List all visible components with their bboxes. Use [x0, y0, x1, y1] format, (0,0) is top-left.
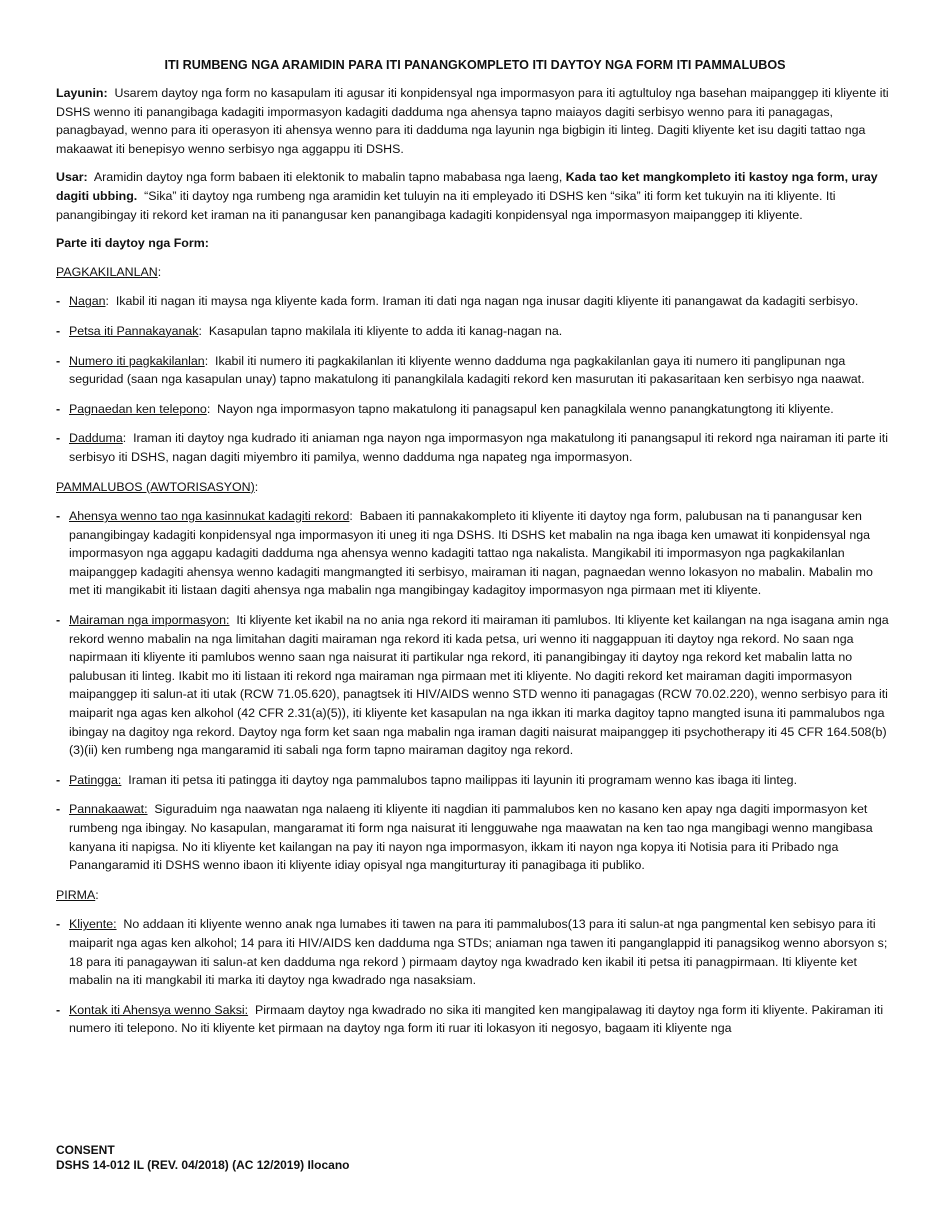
- footer-consent-label: CONSENT: [56, 1143, 115, 1157]
- list-dash: -: [56, 802, 61, 817]
- section-heading-pammalubos: PAMMALUBOS (AWTORISASYON):: [56, 479, 259, 494]
- form-footer: [56, 1143, 349, 1173]
- list-item: [56, 611, 894, 760]
- item-text: Babaen iti pannakakompleto iti kliyente iti daytoy nga form, palubusan na ti panangusar ken panangibingay kadagiti konpidensyal nga impormasyon iti uneg iti nga DSHS. Iti DSHS ket mabalin na nga ibaga ken umawat iti konpidensyal nga impormasyon nga aggapu kadagiti dadduma nga ahensya wenno kadagiti tattao nga nakalista. Mangikabil iti impormasyon nga pagkakilanlan maipanggep kadagiti ahensya wenno kadagiti mangmangted iti serbisyo, mairaman iti nagan, pagnaedan wenno lokasyon no mabalin. Mabalin mo met iti mangikabit iti listaan dagiti ahensya nga mabalin nga mangibingay kadagitoy impormasyon nga pirmaan met iti kliyente.: [69, 509, 873, 598]
- item-term: Pagnaedan ken telepono: [69, 401, 207, 416]
- item-text: Kasapulan tapno makilala iti kliyente to adda iti kanag-nagan na.: [208, 323, 563, 338]
- layunin-paragraph: [56, 84, 894, 158]
- item-term: Petsa iti Pannakayanak: [69, 323, 199, 338]
- item-text: Siguraduim nga naawatan nga nalaeng iti kliyente iti nagdian iti pammalubos ken no kasano ken apay nga dagiti impormasyon ket rumbeng nga ibingay. No kasapulan, mangaramat iti form nga naisurat iti lengguwahe nga maawatan na ken tao nga mangibagi wenno mangibasa kanyana iti napigsa. No iti kliyente ket kailangan na pay iti nayon nga impormasyon, ikkam iti nayon nga kopya iti Notisia para iti Pribado nga Panangaramid iti DSHS wenno ibaon iti kliyente idiay opisyal nga mangiturturay iti panagibaga iti publiko.: [69, 802, 873, 873]
- item-term: Nagan: [69, 294, 106, 309]
- layunin-text: Usarem daytoy nga form no kasapulam iti agusar iti konpidensyal nga impormasyon para iti agtultuloy nga basehan maipanggep iti kliyente iti DSHS wenno iti panangibaga kadagiti impormasyon kadagiti dadduma nga ahensya tapno maiayos dagiti serbisyo wenno para iti panagagas, panagbayad, wenno para iti operasyon iti ahensya wenno para iti dadduma nga layunin nga bigbigin iti linteg. Dagiti kliyente ket isu dagiti tattao nga makaawat iti benepisyo wenno serbisyo nga aggappu iti DSHS.: [56, 86, 889, 156]
- list-dash: -: [56, 323, 61, 338]
- list-dash: -: [56, 917, 61, 932]
- list-dash: -: [56, 772, 61, 787]
- list-item: - Dadduma: Iraman iti daytoy nga kudrado iti aniaman nga nayon nga impormasyon nga makatulong iti panangsapul iti rekord nga nairaman iti parte iti serbisyo iti DSHS, nagan dagiti miyembro iti pamilya, wenno dadduma nga napateg nga impormasyon.: [56, 431, 888, 464]
- section-heading-pagkakilanlan: PAGKAKILANLAN:: [56, 264, 162, 279]
- section-heading-pirma: PIRMA:: [56, 887, 99, 902]
- usar-bold-text: Kada tao ket mangkompleto iti kastoy nga form, uray dagiti ubbing.: [56, 170, 878, 203]
- list-dash: -: [56, 509, 61, 524]
- item-term: Mairaman nga impormasyon:: [69, 613, 230, 628]
- footer-form-number: DSHS 14-012 IL (REV. 04/2018) (AC 12/2019) Ilocano: [56, 1158, 350, 1172]
- list-item: - Numero iti pagkakilanlan: Ikabil iti numero iti pagkakilanlan iti kliyente wenno dadduma nga pagkakilanlan gaya iti numero iti panglipunan nga seguridad (saan nga kasapulan unay) tapno makatulong iti panangkilala kadagiti rekord ken masurutan iti pakasaritaan ken serbisyo nga naawat.: [56, 353, 865, 387]
- item-text: Ikabil iti nagan iti maysa nga kliyente kada form. Iraman iti dati nga nagan nga inusar dagiti kliyente iti panangawat da kadagiti serbisyo.: [115, 294, 859, 309]
- item-term: Kliyente:: [69, 917, 117, 932]
- usar-paragraph: [56, 168, 894, 224]
- item-term: Numero iti pagkakilanlan: [69, 353, 205, 368]
- item-text: Nayon nga impormasyon tapno makatulong iti panagsapul ken panagkilala wenno panangkatungtong iti kliyente.: [217, 401, 834, 416]
- list-dash: -: [56, 1002, 61, 1017]
- item-text: Iraman iti daytoy nga kudrado iti aniaman nga nayon nga impormasyon nga makatulong iti panangsapul iti rekord nga nairaman iti parte iti serbisyo iti DSHS, nagan dagiti miyembro iti pamilya, wenno dadduma nga napateg nga impormasyon.: [69, 431, 888, 464]
- list-item: - Pagnaedan ken telepono: Nayon nga impormasyon tapno makatulong iti panagsapul ken panagkilala wenno panangkatungtong iti kliyente.: [56, 400, 894, 419]
- item-term: Dadduma: [69, 431, 123, 446]
- list-item: [56, 915, 894, 989]
- document-body: [56, 56, 894, 1049]
- list-dash: -: [56, 613, 61, 628]
- list-item: [56, 800, 894, 874]
- parte-heading: Parte iti daytoy nga Form:: [56, 236, 209, 251]
- item-term: Ahensya wenno tao nga kasinnukat kadagiti rekord: [69, 509, 350, 524]
- usar-label: Usar:: [56, 170, 88, 185]
- usar-text-1: Aramidin daytoy nga form babaen iti elektonik to mabalin tapno mababasa nga laeng,: [93, 170, 563, 185]
- item-text: Iraman iti petsa iti patingga iti daytoy nga pammalubos tapno mailippas iti layunin iti programam wenno kas ibaga iti linteg.: [128, 772, 798, 787]
- item-text: Ikabil iti numero iti pagkakilanlan iti kliyente wenno dadduma nga pagkakilanlan gaya iti numero iti panglipunan nga seguridad (saan nga kasapulan unay) tapno makatulong iti panangkilala kadagiti rekord ken masurutan iti pakasaritaan ken serbisyo nga naawat.: [69, 353, 865, 387]
- list-item: - Petsa iti Pannakayanak: Kasapulan tapno makilala iti kliyente to adda iti kanag-nagan na.: [56, 322, 894, 341]
- list-item: [56, 771, 894, 790]
- list-item: - Nagan: Ikabil iti nagan iti maysa nga kliyente kada form. Iraman iti dati nga nagan nga inusar dagiti kliyente iti panangawat da kadagiti serbisyo.: [56, 292, 894, 311]
- item-term: Patingga:: [69, 772, 122, 787]
- list-item: [56, 1001, 894, 1038]
- list-dash: -: [56, 401, 61, 416]
- item-text: Iti kliyente ket ikabil na no ania nga rekord iti mairaman iti pamlubos. Iti kliyente ket kailangan na nga isagana amin nga rekord wenno mabalin na nga limitahan dagiti mairaman nga rekord iti kada petsa, uri wenno iti naggappuan iti daytoy nga rekord. No saan nga napirmaan iti kliyente iti pamlubos wenno saan nga naisurat iti partikular nga rekord, iti panangibingay iti daytoy nga rekord ket mabalin latta no palubusan iti linteg. Ikabit mo iti listaan iti rekord nga mairaman nga pirmaan met iti kliyente. No dagiti rekord ket mairaman dagiti impormasyon maipanggep iti salun-at iti utak (RCW 71.05.620), panagtsek iti HIV/AIDS wenno STD wenno iti panagagas (RCW 70.02.220), wenno serbisyo para iti maiparit nga agas ken alkohol (42 CFR 2.31(a)(5)), iti kliyente ket kasapulan na nga ikkan iti marka dagitoy tapno mangted isuna iti pammalubos nga ibingay na dagitoy nga rekord. Daytoy nga form ket saan nga mabalin nga iraman dagiti naisurat maipanggep iti psychotherapy iti 45 CFR 164.508(b)(3)(ii) ken rumbeng nga mangaramid iti sabali nga form tapno mairaman dagitoy nga rekord.: [69, 613, 889, 758]
- list-dash: -: [56, 353, 61, 368]
- usar-text-2: “Sika” iti daytoy nga rumbeng nga aramidin ket tuluyin na iti empleyado iti DSHS ken “sika” iti form ket tukuyin na iti kliyente. Iti panangibingay iti rekord ket iraman na iti panangusar ken panangibaga kadagiti konpidensyal nga impormasyon maipanggep iti kliyente.: [56, 188, 836, 222]
- list-dash: -: [56, 431, 61, 446]
- item-term: Kontak iti Ahensya wenno Saksi:: [69, 1002, 249, 1017]
- list-item: - Ahensya wenno tao nga kasinnukat kadagiti rekord: Babaen iti pannakakompleto iti kliyente iti daytoy nga form, palubusan na ti panangusar ken panangibingay kadagiti konpidensyal nga impormasyon iti uneg iti nga DSHS. Iti DSHS ket mabalin na nga ibaga ken umawat iti konpidensyal nga impormasyon nga aggapu kadagiti dadduma nga ahensya wenno kadagiti tattao nga nakalista. Mangikabil iti impormasyon nga pagkakilanlan maipanggep kadagiti ahensya wenno kadagiti mangmangted iti serbisyo, mairaman iti nagan, pagnaedan wenno lokasyon no mabalin. Mabalin mo met iti mangikabit iti listaan dagiti ahensya nga mabalin nga mangibingay kadagitoy impormasyon nga pirmaan met iti kliyente.: [56, 509, 873, 598]
- document-title: ITI RUMBENG NGA ARAMIDIN PARA ITI PANANGKOMPLETO ITI DAYTOY NGA FORM ITI PAMMALUBOS: [164, 58, 786, 72]
- item-text: Pirmaam daytoy nga kwadrado no sika iti mangited ken mangipalawag iti daytoy nga form iti kliyente. Pakiraman iti numero iti telepono. No iti kliyente ket pirmaan na daytoy nga form iti ruar iti lokasyon iti negosyo, bagaam iti kliyente nga: [69, 1002, 884, 1036]
- item-term: Pannakaawat:: [69, 802, 148, 817]
- list-dash: -: [56, 294, 61, 309]
- layunin-label: Layunin:: [56, 86, 108, 100]
- item-text: No addaan iti kliyente wenno anak nga lumabes iti tawen na para iti pammalubos(13 para iti salun-at nga pangmental ken sebisyo para iti maiparit nga agas ken alkohol; 14 para iti HIV/AIDS ken dadduma nga STDs; aniaman nga tawen iti panganglappid iti panagsikog wenno aborsyon s; 18 para iti panagaywan iti salun-at ken dadduma nga rekord ) pirmaam daytoy nga kwadrado ken ikabil iti petsa iti panagpirmaan. Iti kliyente ket mabalin na iti mangkabil iti marka iti daytoy nga kwadrado nga nasaksiam.: [69, 917, 888, 988]
